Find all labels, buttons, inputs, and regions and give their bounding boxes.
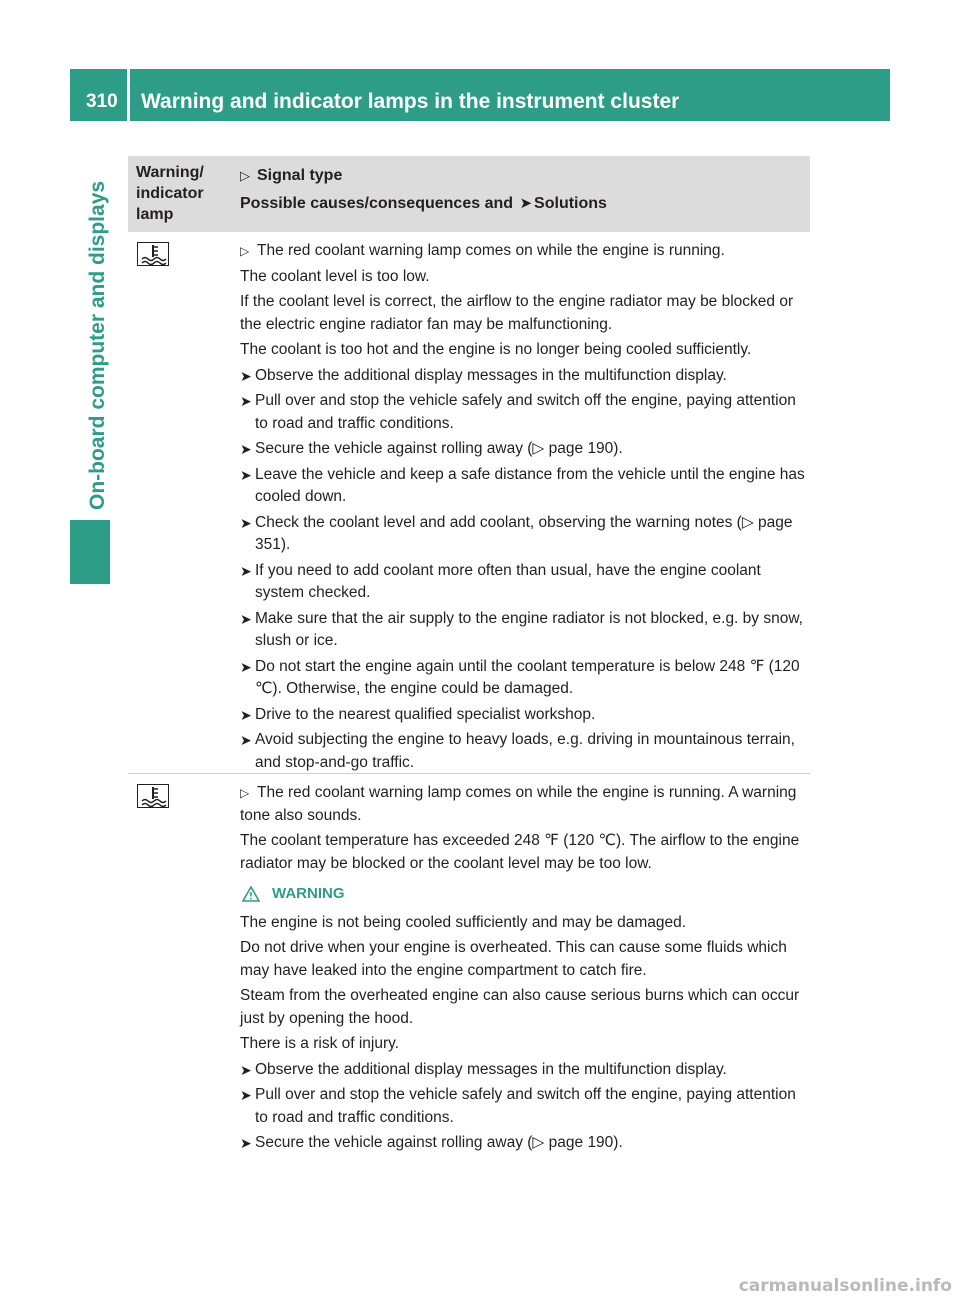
row1-step: ➤ Check the coolant level and add coolant, observing the warning notes (▷ page 351). xyxy=(240,513,793,553)
row1-step: ➤ Leave the vehicle and keep a safe distance from the vehicle until the engine has cooled down. xyxy=(240,465,805,505)
coolant-temperature-icon xyxy=(137,784,169,808)
section-title: Warning and indicator lamps in the instrument cluster xyxy=(141,90,680,113)
action-arrow-icon: ➤ xyxy=(240,658,252,675)
row-divider xyxy=(128,773,810,774)
side-tab-label: On-board computer and displays xyxy=(86,180,109,510)
row1-step: ➤ Drive to the nearest qualified specialist workshop. xyxy=(240,704,806,727)
row1-content xyxy=(240,240,806,777)
row2-cause: The coolant temperature has exceeded 248 ℉ (120 ℃). The airflow to the engine radiator may be blocked or the coolant level may be too low. xyxy=(240,832,800,872)
warning-label: WARNING xyxy=(272,885,345,902)
row2-content xyxy=(240,782,806,1158)
warning-text: Do not drive when your engine is overheated. This can cause some fluids which may have leaked into the engine compartment to catch fire. xyxy=(240,939,787,979)
row1-cause: If the coolant level is correct, the airflow to the engine radiator may be blocked or the electric engine radiator fan may be malfunctioning. xyxy=(240,293,794,333)
warning-text: Steam from the overheated engine can also cause serious burns which can occur just by opening the hood. xyxy=(240,987,800,1027)
signal-type-icon: ▷ xyxy=(240,786,250,800)
action-arrow-icon: ➤ xyxy=(240,466,252,483)
causes-label: Possible causes/consequences and xyxy=(240,195,514,212)
action-arrow-icon: ➤ xyxy=(240,610,252,627)
row1-step: ➤ If you need to add coolant more often than usual, have the engine coolant system checked. xyxy=(240,561,761,601)
header-divider xyxy=(127,69,130,121)
warning-triangle-icon xyxy=(242,886,260,902)
row1-step: ➤ Do not start the engine again until the coolant temperature is below 248 ℉ (120 ℃). Otherwise, the engine could be damaged. xyxy=(240,657,800,697)
action-arrow-icon: ➤ xyxy=(240,514,252,531)
action-arrow-icon: ➤ xyxy=(240,706,252,723)
row1-step: ➤ Avoid subjecting the engine to heavy loads, e.g. driving in mountainous terrain, and stop-and-go traffic. xyxy=(240,731,795,771)
row1-step: ➤ Make sure that the air supply to the engine radiator is not blocked, e.g. by snow, slush or ice. xyxy=(240,609,803,649)
warning-heading xyxy=(240,883,806,906)
solutions-arrow-icon: ➤ xyxy=(519,195,533,212)
action-arrow-icon: ➤ xyxy=(240,393,252,409)
signal-type-icon: ▷ xyxy=(240,168,250,183)
row1-cause: The coolant is too hot and the engine is no longer being cooled sufficiently. xyxy=(240,341,752,358)
signal-type-label: Signal type xyxy=(257,167,343,184)
action-arrow-icon: ➤ xyxy=(240,732,252,748)
action-arrow-icon: ➤ xyxy=(240,562,252,579)
row1-cause: The coolant level is too low. xyxy=(240,267,430,285)
row1-step: ➤ Observe the additional display messages in the multifunction display. xyxy=(240,365,806,388)
warning-text: The engine is not being cooled sufficiently and may be damaged. xyxy=(240,913,687,931)
column-header-lamp: Warning/ indicator lamp xyxy=(136,164,204,223)
page-number: 310 xyxy=(86,91,118,112)
action-arrow-icon: ➤ xyxy=(240,1135,252,1151)
row1-signal: ▷ The red coolant warning lamp comes on while the engine is running. xyxy=(240,240,806,263)
signal-type-icon: ▷ xyxy=(240,244,250,258)
row1-step: ➤ Pull over and stop the vehicle safely and switch off the engine, paying attention to road and traffic conditions. xyxy=(240,392,796,432)
row2-step: ➤ Secure the vehicle against rolling away (▷ page 190). xyxy=(240,1132,806,1155)
solutions-label: Solutions xyxy=(534,195,607,212)
side-tab-marker xyxy=(70,520,110,584)
watermark: carmanualsonline.info xyxy=(738,1276,952,1296)
action-arrow-icon: ➤ xyxy=(240,1087,252,1103)
action-arrow-icon: ➤ xyxy=(240,441,252,457)
row2-signal: ▷ The red coolant warning lamp comes on while the engine is running. A warning tone also sounds. xyxy=(240,784,797,824)
column-header-signal xyxy=(240,162,800,218)
row2-step: ➤ Observe the additional display messages in the multifunction display. xyxy=(240,1059,806,1082)
row2-step: ➤ Pull over and stop the vehicle safely and switch off the engine, paying attention to road and traffic conditions. xyxy=(240,1086,796,1126)
action-arrow-icon: ➤ xyxy=(240,1061,252,1078)
warning-text: There is a risk of injury. xyxy=(240,1035,400,1052)
action-arrow-icon: ➤ xyxy=(240,367,252,384)
coolant-temperature-icon xyxy=(137,242,169,266)
row1-step: ➤ Secure the vehicle against rolling away (▷ page 190). xyxy=(240,438,806,461)
